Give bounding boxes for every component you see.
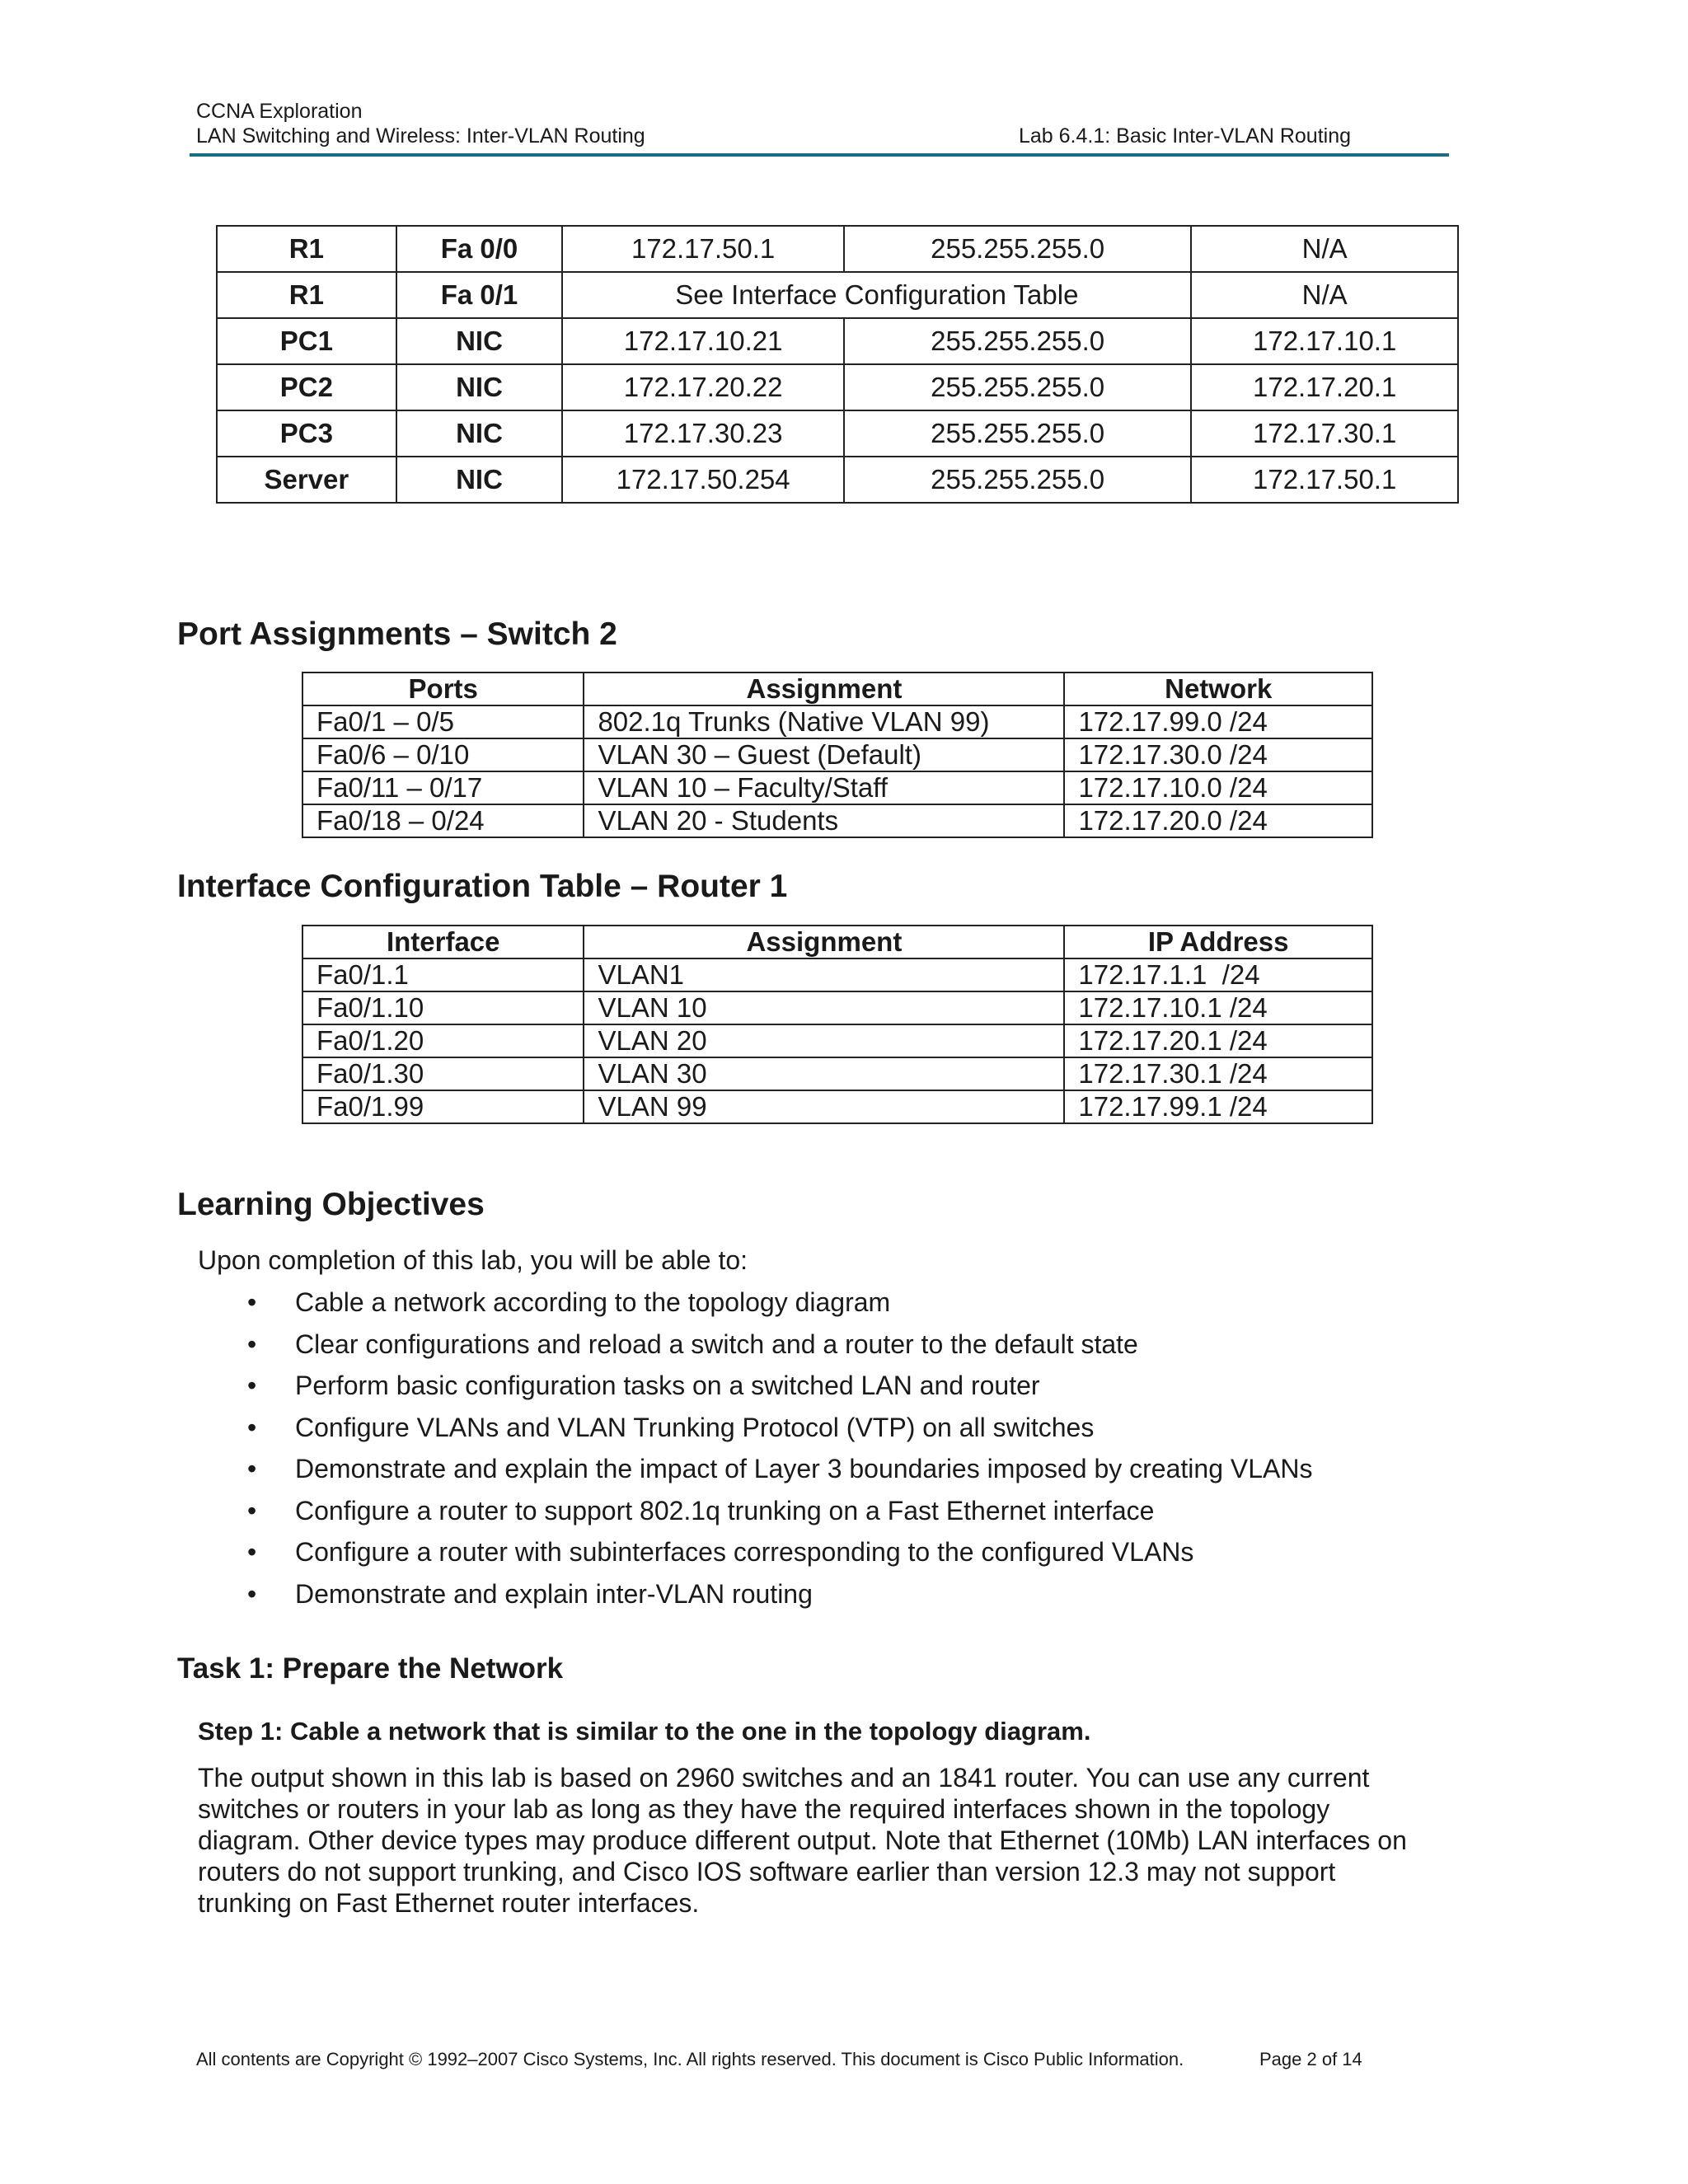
table-cell: 172.17.20.0 /24 [1064, 804, 1372, 837]
device-cell: R1 [217, 226, 396, 272]
table-cell: 172.17.99.0 /24 [1064, 705, 1372, 738]
table-cell: 172.17.10.1 /24 [1064, 991, 1372, 1024]
table-row [302, 738, 1372, 771]
column-header: Assignment [584, 926, 1064, 958]
step1-heading: Step 1: Cable a network that is similar to the one in the topology diagram. [198, 1717, 1091, 1746]
ip-cell: 172.17.50.1 [562, 226, 844, 272]
paragraph-line: trunking on Fast Ethernet router interfaces. [198, 1888, 700, 1918]
table-cell: 172.17.30.0 /24 [1064, 738, 1372, 771]
gateway-cell: 172.17.20.1 [1191, 364, 1458, 410]
interface-cell: NIC [396, 410, 563, 457]
table-cell: Fa0/1.10 [302, 991, 584, 1024]
objective-text: Cable a network according to the topology diagram [295, 1287, 891, 1317]
objective-text: Clear configurations and reload a switch and a router to the default state [295, 1329, 1138, 1359]
table-row [302, 1024, 1372, 1057]
objective-text: Configure a router to support 802.1q trunking on a Fast Ethernet interface [295, 1495, 1155, 1526]
table-cell: Fa0/11 – 0/17 [302, 771, 584, 804]
addressing-table [216, 225, 1459, 504]
table-row [302, 771, 1372, 804]
table-row [302, 958, 1372, 991]
table-cell: VLAN 20 - Students [584, 804, 1064, 837]
device-cell: PC2 [217, 364, 396, 410]
table-row [302, 705, 1372, 738]
mask-cell: 255.255.255.0 [844, 226, 1191, 272]
table-row [302, 991, 1372, 1024]
port-assignments-table [302, 672, 1373, 838]
interface-cell: Fa 0/1 [396, 272, 563, 318]
table-cell: Fa0/1.30 [302, 1057, 584, 1090]
interface-cell: NIC [396, 457, 563, 503]
bullet-icon: • [247, 1329, 257, 1359]
table-cell: VLAN 30 [584, 1057, 1064, 1090]
column-header: Interface [302, 926, 584, 958]
paragraph-line: The output shown in this lab is based on 2960 switches and an 1841 router. You can use any current [198, 1763, 1370, 1793]
table-row [217, 318, 1458, 364]
table-row [302, 1057, 1372, 1090]
device-cell: R1 [217, 272, 396, 318]
table-cell: 172.17.20.1 /24 [1064, 1024, 1372, 1057]
mask-cell: 255.255.255.0 [844, 364, 1191, 410]
table-cell: 802.1q Trunks (Native VLAN 99) [584, 705, 1064, 738]
table-cell: VLAN 30 – Guest (Default) [584, 738, 1064, 771]
table-cell: 172.17.99.1 /24 [1064, 1090, 1372, 1123]
bullet-icon: • [247, 1287, 257, 1317]
list-item [198, 1448, 1312, 1490]
paragraph-line: switches or routers in your lab as long as they have the required interfaces shown in the topology [198, 1794, 1330, 1824]
mask-cell: 255.255.255.0 [844, 318, 1191, 364]
table-cell: Fa0/18 – 0/24 [302, 804, 584, 837]
interface-cell: NIC [396, 318, 563, 364]
interface-cell: NIC [396, 364, 563, 410]
table-cell: VLAN 99 [584, 1090, 1064, 1123]
ip-cell: 172.17.50.254 [562, 457, 844, 503]
table-cell: Fa0/1.1 [302, 958, 584, 991]
gateway-cell: N/A [1191, 226, 1458, 272]
objectives-list [198, 1282, 1312, 1615]
mask-cell: 255.255.255.0 [844, 457, 1191, 503]
table-cell: 172.17.30.1 /24 [1064, 1057, 1372, 1090]
table-row [217, 226, 1458, 272]
header-rule [190, 153, 1449, 157]
interface-config-table [302, 925, 1373, 1124]
mask-cell: 255.255.255.0 [844, 410, 1191, 457]
task1-paragraph [198, 1762, 1407, 1919]
footer-copyright: All contents are Copyright © 1992–2007 Cisco Systems, Inc. All rights reserved. This document is Cisco Public Information. [196, 2049, 1184, 2069]
column-header: Network [1064, 673, 1372, 705]
table-cell: 172.17.1.1 /24 [1064, 958, 1372, 991]
list-item [198, 1365, 1312, 1407]
interface-cell: Fa 0/0 [396, 226, 563, 272]
device-cell: Server [217, 457, 396, 503]
table-header-row [302, 926, 1372, 958]
table-row [217, 272, 1458, 318]
table-row [302, 1090, 1372, 1123]
header-lab-title: Lab 6.4.1: Basic Inter-VLAN Routing [1019, 124, 1352, 148]
gateway-cell: N/A [1191, 272, 1458, 318]
bullet-icon: • [247, 1412, 257, 1442]
table-cell: 172.17.10.0 /24 [1064, 771, 1372, 804]
table-row [217, 364, 1458, 410]
merged-cell: See Interface Configuration Table [562, 272, 1191, 318]
interface-config-heading: Interface Configuration Table – Router 1 [177, 869, 788, 904]
port-assignments-heading: Port Assignments – Switch 2 [177, 616, 617, 652]
bullet-icon: • [247, 1578, 257, 1609]
device-cell: PC1 [217, 318, 396, 364]
column-header: IP Address [1064, 926, 1372, 958]
learning-objectives-heading: Learning Objectives [177, 1187, 485, 1222]
list-item [198, 1573, 1312, 1615]
bullet-icon: • [247, 1537, 257, 1567]
header-course: CCNA Exploration [196, 100, 363, 123]
table-cell: VLAN 10 [584, 991, 1064, 1024]
column-header: Assignment [584, 673, 1064, 705]
gateway-cell: 172.17.50.1 [1191, 457, 1458, 503]
table-cell: VLAN1 [584, 958, 1064, 991]
list-item [198, 1531, 1312, 1573]
list-item [198, 1282, 1312, 1324]
table-row [217, 457, 1458, 503]
table-cell: Fa0/1.99 [302, 1090, 584, 1123]
table-cell: Fa0/1 – 0/5 [302, 705, 584, 738]
table-cell: VLAN 10 – Faculty/Staff [584, 771, 1064, 804]
task1-heading: Task 1: Prepare the Network [177, 1652, 564, 1685]
list-item [198, 1407, 1312, 1449]
objectives-intro: Upon completion of this lab, you will be able to: [198, 1245, 748, 1275]
bullet-icon: • [247, 1371, 257, 1400]
gateway-cell: 172.17.10.1 [1191, 318, 1458, 364]
table-cell: VLAN 20 [584, 1024, 1064, 1057]
table-cell: Fa0/1.20 [302, 1024, 584, 1057]
column-header: Ports [302, 673, 584, 705]
bullet-icon: • [247, 1495, 257, 1526]
ip-cell: 172.17.10.21 [562, 318, 844, 364]
list-item [198, 1324, 1312, 1366]
objective-text: Demonstrate and explain the impact of Layer 3 boundaries imposed by creating VLANs [295, 1454, 1313, 1483]
bullet-icon: • [247, 1454, 257, 1483]
header-subtitle: LAN Switching and Wireless: Inter-VLAN Routing [196, 124, 645, 148]
footer-page-number: Page 2 of 14 [1259, 2049, 1362, 2069]
device-cell: PC3 [217, 410, 396, 457]
objective-text: Configure VLANs and VLAN Trunking Protocol (VTP) on all switches [295, 1412, 1095, 1442]
table-header-row [302, 673, 1372, 705]
objective-text: Perform basic configuration tasks on a switched LAN and router [295, 1371, 1040, 1400]
table-row [302, 804, 1372, 837]
objective-text: Demonstrate and explain inter-VLAN routing [295, 1578, 813, 1609]
gateway-cell: 172.17.30.1 [1191, 410, 1458, 457]
table-cell: Fa0/6 – 0/10 [302, 738, 584, 771]
ip-cell: 172.17.20.22 [562, 364, 844, 410]
paragraph-line: routers do not support trunking, and Cisco IOS software earlier than version 12.3 may not support [198, 1857, 1336, 1886]
objective-text: Configure a router with subinterfaces corresponding to the configured VLANs [295, 1537, 1194, 1567]
list-item [198, 1490, 1312, 1532]
table-row [217, 410, 1458, 457]
paragraph-line: diagram. Other device types may produce different output. Note that Ethernet (10Mb) LAN interfaces on [198, 1825, 1407, 1855]
ip-cell: 172.17.30.23 [562, 410, 844, 457]
